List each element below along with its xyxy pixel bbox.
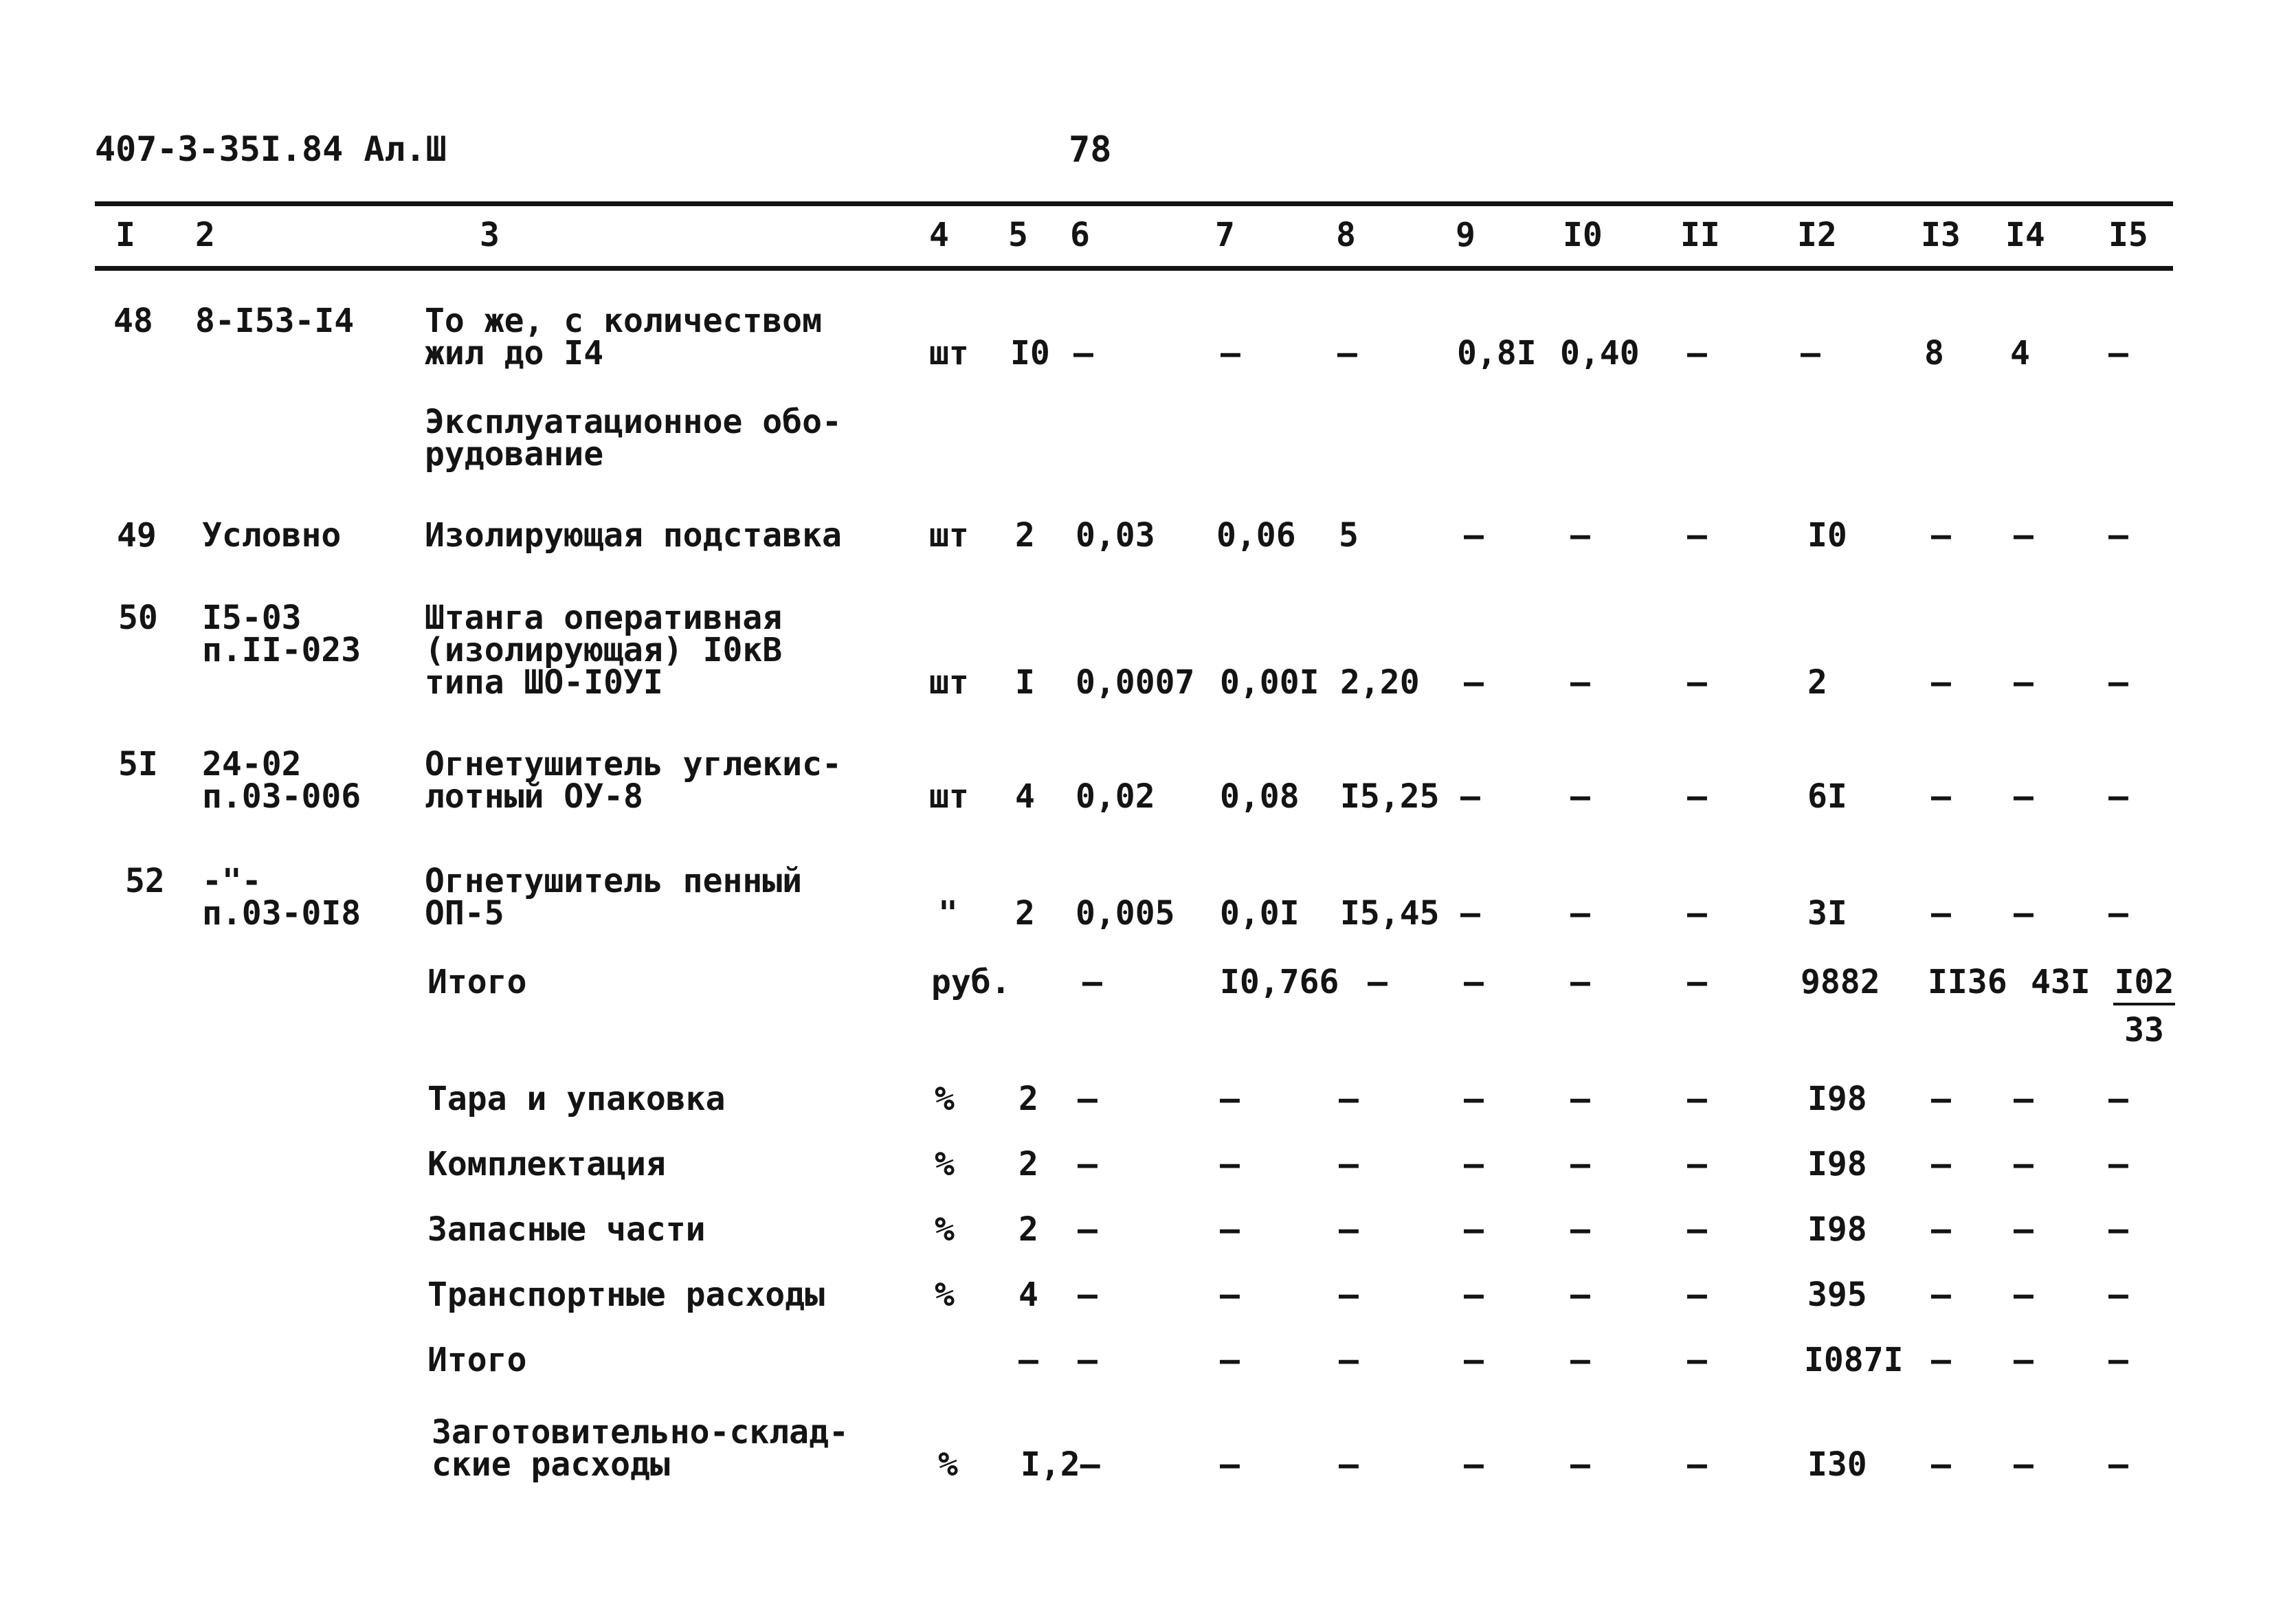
summary-subtotal-col13: – [1931, 1341, 1951, 1379]
summary-packaging-unit: % [935, 1080, 955, 1118]
row-51-qty: 4 [1015, 777, 1035, 816]
row-50-col6: 0,0007 [1076, 663, 1195, 702]
summary-spare-parts-unit: % [935, 1210, 955, 1249]
summary-procurement-col11: – [1687, 1445, 1707, 1484]
summary-transport-name: Транспортные расходы [427, 1276, 825, 1314]
total-row-col13: II36 [1928, 963, 2007, 1001]
summary-spare-parts-col9: – [1464, 1210, 1484, 1249]
row-52-name-line2: ОП-5 [425, 894, 504, 933]
summary-subtotal-col5: – [1018, 1341, 1038, 1379]
total-row-col8: – [1368, 963, 1388, 1001]
summary-transport-col8: – [1339, 1276, 1359, 1314]
header-top-rule [95, 201, 2173, 206]
summary-procurement-unit: % [938, 1445, 958, 1484]
row-50-qty: I [1015, 663, 1035, 702]
column-number-13: I3 [1921, 216, 1961, 254]
column-number-5: 5 [1008, 216, 1028, 254]
summary-transport-col5: 4 [1018, 1276, 1038, 1314]
summary-subtotal-col10: – [1570, 1341, 1590, 1379]
summary-subtotal-col15: – [2108, 1341, 2128, 1379]
summary-spare-parts-col6: – [1078, 1210, 1098, 1249]
row-50-name-line2: (изолирующая) I0кВ [425, 631, 783, 669]
summary-packaging-col10: – [1570, 1080, 1590, 1118]
row-52-col6: 0,005 [1076, 894, 1175, 933]
row-50-col8: 2,20 [1340, 663, 1420, 702]
row-52-col15: – [2108, 894, 2128, 933]
summary-packaging-col8: – [1339, 1080, 1359, 1118]
summary-procurement-col13: – [1931, 1445, 1951, 1484]
row-51-unit: шт [929, 777, 969, 816]
summary-packaging-col6: – [1078, 1080, 1098, 1118]
summary-packaging-name: Тара и упаковка [427, 1080, 726, 1118]
summary-procurement-col5: I,2– [1021, 1445, 1100, 1484]
total-row-col9: – [1464, 963, 1484, 1001]
row-52-code-line2: п.03-0I8 [202, 894, 361, 933]
header-bottom-rule [95, 266, 2173, 271]
row-48-col12: – [1801, 334, 1820, 372]
summary-packaging-col11: – [1687, 1080, 1707, 1118]
row-49-col7: 0,06 [1216, 516, 1296, 555]
row-50-col10: – [1570, 663, 1590, 702]
summary-completion-unit: % [935, 1145, 955, 1183]
row-51-col13: – [1931, 777, 1951, 816]
row-51-col6: 0,02 [1076, 777, 1155, 816]
row-50-name-line1: Штанга оперативная [425, 599, 783, 637]
row-48-col8: – [1337, 334, 1357, 372]
section-heading-line1: Эксплуатационное обо- [425, 403, 842, 441]
row-52-unit: " [938, 894, 958, 933]
row-48-col15: – [2108, 334, 2128, 372]
summary-completion-col15: – [2108, 1145, 2128, 1183]
summary-transport-unit: % [935, 1276, 955, 1314]
row-52-col7: 0,0I [1220, 894, 1300, 933]
page-number: 78 [1069, 129, 1112, 170]
summary-procurement-name-line2: ские расходы [432, 1445, 670, 1484]
row-49-code: Условно [202, 516, 342, 555]
row-49-col11: – [1687, 516, 1707, 555]
row-50-col13: – [1931, 663, 1951, 702]
summary-completion-col10: – [1570, 1145, 1590, 1183]
total-row-col15-numerator: I02 [2113, 966, 2175, 1005]
summary-subtotal-col11: – [1687, 1341, 1707, 1379]
row-51-name-line1: Огнетушитель углекис- [425, 745, 842, 783]
summary-procurement-col8: – [1339, 1445, 1359, 1484]
summary-packaging-col15: – [2108, 1080, 2128, 1118]
row-51-col8: I5,25 [1340, 777, 1440, 816]
row-52-col14: – [2014, 894, 2034, 933]
summary-procurement-col14: – [2014, 1445, 2034, 1484]
column-number-8: 8 [1336, 216, 1356, 254]
row-51-col14: – [2014, 777, 2034, 816]
total-row-col12: 9882 [1801, 963, 1880, 1001]
summary-packaging-col9: – [1464, 1080, 1484, 1118]
summary-packaging-col14: – [2014, 1080, 2034, 1118]
row-50-code-line1: I5-03 [202, 599, 302, 637]
row-48-col10: 0,40 [1560, 334, 1640, 372]
row-50-col7: 0,00I [1220, 663, 1319, 702]
summary-completion-col5: 2 [1018, 1145, 1038, 1183]
total-row-col11: – [1687, 963, 1707, 1001]
summary-spare-parts-col7: – [1220, 1210, 1240, 1249]
column-number-12: I2 [1797, 216, 1837, 254]
summary-subtotal-col9: – [1464, 1341, 1484, 1379]
row-51-number: 5I [118, 745, 158, 783]
summary-subtotal-col14: – [2014, 1341, 2034, 1379]
column-number-6: 6 [1070, 216, 1090, 254]
summary-completion-col9: – [1464, 1145, 1484, 1183]
row-49-col14: – [2014, 516, 2034, 555]
total-row-unit: руб. [931, 963, 1011, 1001]
row-51-col11: – [1687, 777, 1707, 816]
row-49-number: 49 [117, 516, 157, 555]
summary-completion-col7: – [1220, 1145, 1240, 1183]
row-48-code: 8-I53-I4 [195, 302, 355, 340]
summary-transport-col12: 395 [1807, 1276, 1867, 1314]
row-52-col13: – [1931, 894, 1951, 933]
summary-spare-parts-col15: – [2108, 1210, 2128, 1249]
summary-procurement-col15: – [2108, 1445, 2128, 1484]
row-51-col12: 6I [1807, 777, 1847, 816]
row-48-col11: – [1687, 334, 1707, 372]
column-number-9: 9 [1456, 216, 1475, 254]
row-51-code-line2: п.03-006 [202, 777, 361, 816]
summary-completion-col12: I98 [1807, 1145, 1867, 1183]
row-50-col9: – [1464, 663, 1484, 702]
row-50-code-line2: п.II-023 [202, 631, 361, 669]
row-48-name-line2: жил до I4 [425, 334, 604, 372]
row-49-col15: – [2108, 516, 2128, 555]
row-51-code-line1: 24-02 [202, 745, 302, 783]
row-52-col10: – [1570, 894, 1590, 933]
summary-completion-col14: – [2014, 1145, 2034, 1183]
summary-spare-parts-col12: I98 [1807, 1210, 1867, 1249]
summary-completion-col8: – [1339, 1145, 1359, 1183]
row-48-name-line1: То же, с количеством [425, 302, 822, 340]
column-number-2: 2 [195, 216, 215, 254]
row-48-number: 48 [113, 302, 153, 340]
row-52-code-line1: -"- [202, 862, 262, 900]
summary-spare-parts-col8: – [1339, 1210, 1359, 1249]
document-code: 407-3-35I.84 Ал.Ш [95, 129, 447, 169]
summary-procurement-col7: – [1220, 1445, 1240, 1484]
summary-subtotal-col6: – [1078, 1341, 1098, 1379]
summary-subtotal-col12: I087I [1804, 1341, 1904, 1379]
total-row-col6: – [1082, 963, 1102, 1001]
row-50-number: 50 [118, 599, 158, 637]
summary-completion-col6: – [1078, 1145, 1098, 1183]
summary-procurement-col12: I30 [1807, 1445, 1867, 1484]
summary-spare-parts-col13: – [1931, 1210, 1951, 1249]
row-49-col12: I0 [1807, 516, 1847, 555]
row-49-col8: 5 [1339, 516, 1359, 555]
row-48-unit: шт [929, 334, 969, 372]
row-51-col10: – [1570, 777, 1590, 816]
summary-completion-col11: – [1687, 1145, 1707, 1183]
row-49-unit: шт [929, 516, 969, 555]
row-48-col14: 4 [2010, 334, 2030, 372]
summary-subtotal-col8: – [1339, 1341, 1359, 1379]
summary-packaging-col5: 2 [1018, 1080, 1038, 1118]
column-number-7: 7 [1215, 216, 1235, 254]
total-row-col7: I0,766 [1220, 963, 1339, 1001]
section-heading-line2: рудование [425, 435, 604, 474]
row-50-col12: 2 [1807, 663, 1827, 702]
row-50-col15: – [2108, 663, 2128, 702]
row-52-col8: I5,45 [1340, 894, 1440, 933]
summary-packaging-col12: I98 [1807, 1080, 1867, 1118]
row-49-qty: 2 [1015, 516, 1035, 555]
row-52-col12: 3I [1807, 894, 1847, 933]
total-row-col15-denominator: 33 [2124, 1011, 2164, 1049]
row-50-col11: – [1687, 663, 1707, 702]
total-row-col15-fraction [2113, 963, 2175, 1049]
row-52-qty: 2 [1015, 894, 1035, 933]
total-row-col10: – [1570, 963, 1590, 1001]
row-49-col10: – [1570, 516, 1590, 555]
summary-subtotal-name: Итого [427, 1341, 527, 1379]
summary-procurement-name-line1: Заготовительно-склад- [432, 1413, 849, 1451]
row-48-qty: I0 [1010, 334, 1050, 372]
summary-procurement-col9: – [1464, 1445, 1484, 1484]
column-number-3: 3 [480, 216, 500, 254]
column-number-4: 4 [929, 216, 949, 254]
summary-transport-col15: – [2108, 1276, 2128, 1314]
row-52-name-line1: Огнетушитель пенный [425, 862, 803, 900]
summary-transport-col14: – [2014, 1276, 2034, 1314]
summary-transport-col9: – [1464, 1276, 1484, 1314]
row-51-col15: – [2108, 777, 2128, 816]
row-51-name-line2: лотный ОУ-8 [425, 777, 643, 816]
row-52-col11: – [1687, 894, 1707, 933]
row-49-col13: – [1931, 516, 1951, 555]
column-number-1: I [115, 216, 135, 254]
column-number-10: I0 [1563, 216, 1603, 254]
row-48-col13: 8 [1924, 334, 1944, 372]
summary-completion-col13: – [1931, 1145, 1951, 1183]
row-52-col9: – [1460, 894, 1480, 933]
summary-subtotal-col7: – [1220, 1341, 1240, 1379]
summary-spare-parts-col5: 2 [1018, 1210, 1038, 1249]
row-48-col6: – [1073, 334, 1093, 372]
summary-packaging-col13: – [1931, 1080, 1951, 1118]
summary-transport-col11: – [1687, 1276, 1707, 1314]
row-48-col7: – [1221, 334, 1240, 372]
row-50-name-line3: типа ШО-I0УI [425, 663, 663, 702]
total-row-name: Итого [427, 963, 527, 1001]
row-52-number: 52 [125, 862, 165, 900]
row-49-col6: 0,03 [1076, 516, 1155, 555]
summary-packaging-col7: – [1220, 1080, 1240, 1118]
column-number-14: I4 [2005, 216, 2045, 254]
row-51-col7: 0,08 [1220, 777, 1300, 816]
row-50-col14: – [2014, 663, 2034, 702]
row-49-col9: – [1464, 516, 1484, 555]
row-48-col9: 0,8I [1457, 334, 1537, 372]
summary-transport-col6: – [1078, 1276, 1098, 1314]
summary-spare-parts-name: Запасные части [427, 1210, 706, 1249]
summary-spare-parts-col11: – [1687, 1210, 1707, 1249]
row-51-col9: – [1460, 777, 1480, 816]
summary-transport-col7: – [1220, 1276, 1240, 1314]
column-number-15: I5 [2108, 216, 2148, 254]
summary-spare-parts-col10: – [1570, 1210, 1590, 1249]
summary-spare-parts-col14: – [2014, 1210, 2034, 1249]
row-49-name: Изолирующая подставка [425, 516, 842, 555]
total-row-col14: 43I [2031, 963, 2091, 1001]
summary-procurement-col10: – [1570, 1445, 1590, 1484]
summary-transport-col10: – [1570, 1276, 1590, 1314]
summary-transport-col13: – [1931, 1276, 1951, 1314]
row-50-unit: шт [929, 663, 969, 702]
summary-completion-name: Комплектация [427, 1145, 666, 1183]
column-number-11: II [1680, 216, 1720, 254]
